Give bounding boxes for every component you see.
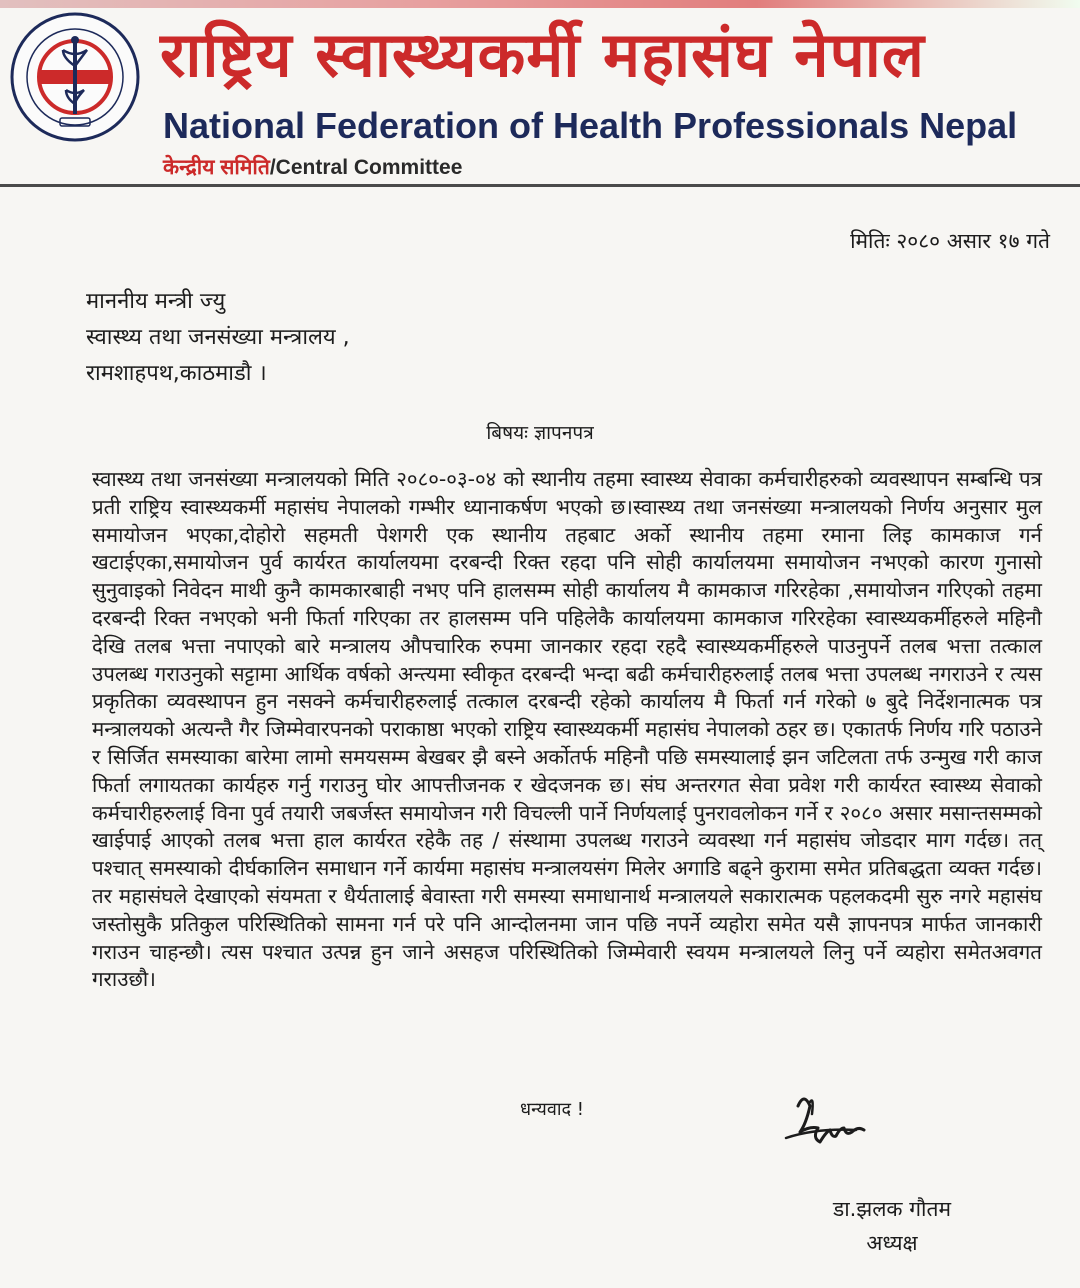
letter-body: स्वास्थ्य तथा जनसंख्या मन्त्रालयको मिति २०८०-०३-०४ को स्थानीय तहमा स्वास्थ्य सेवाका कर्मचारीहरुको व्यवस्थापन सम्बन्धि पत्र प्रती राष्ट्रिय स्वास्थ्यकर्मी महासंघ नेपालको गम्भीर ध्यानाकर्षण भएको छ।स्वास्थ्य तथा जनसंख्या मन्त्रालयको निर्णय अनुसार मुल समायोजन भएका,दोहोरो सहमती पेशगरी एक स्थानीय तहबाट अर्को स्थानीय तहमा रमाना लिइ कामकाज गर्न खटाईएका,समायोजन पुर्व कार्यरत कार्यालयमा दरबन्दी रिक्त रहदा पनि सोही कार्यालयमा समायोजन नभएको कारण गुनासो सुनुवाइको निवेदन माथी कुनै कामकारबाही नभए पनि हालसम्म सोही कार्यालय मै कामकाज गरिरहेका ,समायोजन गरिएको तहमा दरबन्दी रिक्त नभएको भनी फिर्ता गरिएका तर हालसम्म पनि पहिलेकै कार्यालयमा कामकाज गरिरहेका स्वास्थ्यकर्मीहरुले महिनौ देखि तलब भत्ता नपाएको बारे मन्त्रालय औपचारिक रुपमा जानकार रहदा रहदै स्वास्थ्यकर्मीहरुले पाउनुपर्ने तलब भत्ता तत्काल उपलब्ध गराउनुको सट्टामा आर्थिक वर्षको अन्त्यमा स्वीकृत दरबन्दी भन्दा बढी कर्मचारीहरुलाई तलब भत्ता उपलब्ध नगराउने र त्यस प्रकृतिका व्यवस्थापन हुन नसक्ने कर्मचारीहरुलाई तत्काल दरबन्दी रहेको कार्यालय मै फिर्ता गर्न गरेको ७ बुदे निर्देशनात्मक पत्र मन्त्रालयको अत्यन्तै गैर जिम्मेवारपनको पराकाष्ठा भएको राष्ट्रिय स्वास्थ्यकर्मी महासंघ नेपालको ठहर छ। एकातर्फ निर्णय गरि पठाउने र सिर्जित समस्याका बारेमा लामो समयसम्म बेखबर झै बस्ने अर्कोतर्फ महिनौ पछि समस्यालाई झन जटिलता तर्फ उन्मुख गरी काज फिर्ता लगायतका कार्यहरु गर्नु गराउनु घोर आपत्तीजनक र खेदजनक छ। संघ अन्तरगत सेवा प्रवेश गरी कार्यरत स्वास्थ्य सेवाको कर्मचारीहरुलाई विना पुर्व तयारी जबर्जस्त समायोजन गरी विचल्ली पार्ने निर्णयलाई पुनरावलोकन गर्ने र २०८० असार मसान्तसम्मको खाईपाई आएको तलब भत्ता हाल कार्यरत रहेकै तह / संस्थामा उपलब्ध गराउने व्यवस्था गर्न महासंघ जोडदार माग गर्दछ। तत् पश्चात् समस्याको दीर्घकालिन समाधान गर्ने कार्यमा महासंघ मन्त्रालयसंग मिलेर अगाडि बढ्ने कुरामा समेत प्रतिबद्धता व्यक्त गर्दछ। तर महासंघले देखाएको संयमता र धैर्यतालाई बेवास्ता गरी समस्या समाधानार्थ मन्त्रालयले सकारात्मक पहलकदमी सुरु नगरे महासंघ जस्तोसुकै प्रतिकुल परिस्थितिको सामना गर्न परे पनि आन्दोलनमा जान पछि नपर्ने व्यहोरा समेत यसै ज्ञापनपत्र मार्फत जानकारी गराउन चाहन्छौ। त्यस पश्चात उत्पन्न हुन जाने असहज परिस्थितिको जिम्मेवारी स्वयम मन्त्रालयले लिनु पर्ने व्यहोरा समेतअवगत गराउछौ। [92, 467, 1042, 992]
caduceus-seal-icon [8, 10, 142, 144]
org-name-english: National Federation of Health Professionals Nepal [163, 105, 1018, 146]
committee-label [163, 154, 763, 182]
letterhead [0, 0, 1080, 190]
letter-date: मितिः २०८० असार १७ गते [850, 229, 1050, 253]
closing-thanks: धन्यवाद ! [520, 1099, 584, 1120]
recipient-line-2: स्वास्थ्य तथा जनसंख्या मन्त्रालय , [86, 325, 350, 350]
signer-block [792, 1192, 992, 1260]
recipient-line-1: माननीय मन्त्री ज्यु [86, 289, 226, 314]
recipient-line-3: रामशाहपथ,काठमाडौ । [86, 361, 267, 386]
committee-english: Central Committee [275, 156, 463, 179]
committee-separator: / [269, 156, 276, 179]
committee-nepali: केन्द्रीय समिति [163, 156, 270, 179]
letterhead-divider [0, 184, 1080, 187]
org-name-nepali: राष्ट्रिय स्वास्थ्यकर्मी महासंघ नेपाल [160, 18, 925, 91]
signer-title: अध्यक्ष [866, 1231, 918, 1255]
letter-subject: बिषयः ज्ञापनपत्र [486, 422, 594, 444]
handwritten-signature-icon [776, 1086, 896, 1156]
signer-name: डा.झलक गौतम [832, 1197, 952, 1221]
recipient-address [86, 284, 686, 392]
